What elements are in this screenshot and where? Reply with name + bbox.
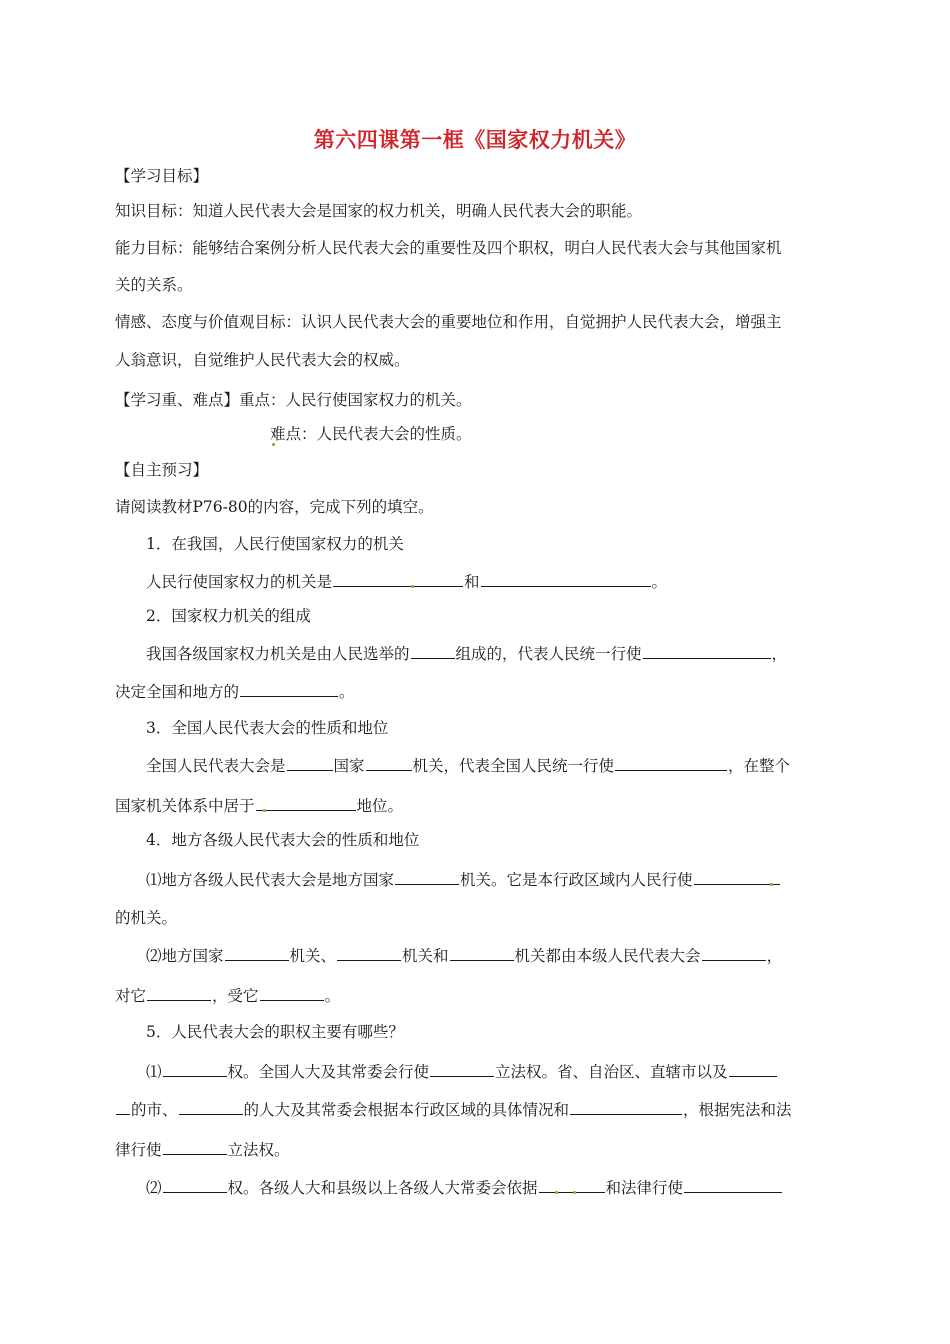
- preview-instruction: 请阅读教材P76-80的内容，完成下列的填空。: [115, 498, 434, 516]
- q4-1-text-b: 机关。它是本行政区域内人民行使: [460, 871, 693, 889]
- key-points-line: [115, 390, 472, 410]
- q3-text-e: 国家机关体系中居于: [115, 797, 255, 815]
- q2-text-c: ，: [771, 645, 788, 663]
- key-points-label: 【学习重、难点】: [115, 391, 240, 409]
- mark-dot: [770, 883, 773, 886]
- q4-2-text-h: 。: [324, 987, 341, 1005]
- q5-1-text-d: 的市、: [131, 1101, 178, 1119]
- blank[interactable]: [179, 1098, 243, 1115]
- q1-text-a: 人民行使国家权力的机关是: [146, 573, 333, 591]
- mark-dot: [555, 1191, 558, 1194]
- blank[interactable]: [450, 944, 514, 961]
- blank[interactable]: [225, 944, 289, 961]
- q5-1-line2: [115, 1098, 792, 1120]
- blank[interactable]: [147, 984, 211, 1001]
- q5-2-line1: [146, 1176, 783, 1198]
- q5-1-text-a: ⑴: [146, 1063, 162, 1081]
- q4-1-text-a: ⑴地方各级人民代表大会是地方国家: [146, 871, 395, 889]
- q1-title: 1．在我国，人民行使国家权力的机关: [146, 535, 404, 553]
- q5-2-text-c: 和法律行使: [605, 1179, 684, 1197]
- preview-heading: 【自主预习】: [115, 461, 209, 479]
- mark-dot: [272, 443, 275, 446]
- q5-1-text-e: 的人大及其常委会根据本行政区域的具体情况和: [243, 1101, 570, 1119]
- q3-title: 3．全国人民代表大会的性质和地位: [146, 719, 389, 737]
- blank[interactable]: [539, 1176, 605, 1193]
- q5-1-text-g: 律行使: [115, 1141, 162, 1159]
- q4-2-line2: [115, 984, 340, 1006]
- q4-2-text-e: ，: [766, 947, 783, 965]
- blank[interactable]: [481, 570, 651, 587]
- blank[interactable]: [570, 1098, 682, 1115]
- q4-2-text-b: 机关、: [289, 947, 337, 965]
- q3-text-a: 全国人民代表大会是: [146, 757, 286, 775]
- ability-goal-line2: 关的关系。: [115, 276, 193, 294]
- q5-1-line1: [146, 1060, 778, 1082]
- blank[interactable]: [256, 794, 356, 811]
- q3-text-d: ，在整个: [728, 757, 791, 775]
- blank[interactable]: [240, 680, 338, 697]
- blank[interactable]: [729, 1060, 777, 1077]
- q4-2-text-c: 机关和: [402, 947, 449, 965]
- q3-text-c: 机关，代表全国人民统一行使: [412, 757, 615, 775]
- q3-line2: [115, 794, 403, 816]
- q4-2-text-f: 对它: [115, 987, 147, 1005]
- blank[interactable]: [333, 570, 463, 587]
- q4-2-line1: [146, 944, 782, 966]
- difficult-point: 难点：人民代表大会的性质。: [270, 425, 472, 443]
- knowledge-goal: 知识目标：知道人民代表大会是国家的权力机关，明确人民代表大会的职能。: [115, 202, 643, 220]
- q4-title: 4．地方各级人民代表大会的性质和地位: [146, 831, 420, 849]
- q5-title: 5．人民代表大会的职权主要有哪些？: [146, 1023, 404, 1041]
- blank[interactable]: [643, 642, 771, 659]
- q5-1-text-b: 权。全国人大及其常委会行使: [227, 1063, 430, 1081]
- blank[interactable]: [163, 1060, 227, 1077]
- blank[interactable]: [615, 754, 727, 771]
- q5-2-text-a: ⑵: [146, 1179, 162, 1197]
- q1-text-b: 和: [464, 573, 480, 591]
- key-point: 重点：人民行使国家权力的机关。: [239, 391, 472, 409]
- q1-text-c: 。: [651, 573, 668, 591]
- blank[interactable]: [411, 642, 455, 659]
- q4-2-text-g: ，受它: [212, 987, 259, 1005]
- q5-1-text-c: 立法权。省、自治区、直辖市以及: [495, 1063, 728, 1081]
- q2-title: 2．国家权力机关的组成: [146, 607, 311, 625]
- blank[interactable]: [260, 984, 324, 1001]
- q4-1-line1: [146, 868, 781, 890]
- page-title: 第六四课第一框《国家权力机关》: [313, 128, 637, 152]
- q3-text-b: 国家: [333, 757, 365, 775]
- blank[interactable]: [163, 1138, 227, 1155]
- q4-1-line2: 的机关。: [115, 909, 178, 927]
- blank[interactable]: [116, 1098, 130, 1115]
- q2-text-b: 组成的，代表人民统一行使: [455, 645, 642, 663]
- blank[interactable]: [702, 944, 766, 961]
- q2-text-d: 决定全国和地方的: [115, 683, 240, 701]
- blank[interactable]: [430, 1060, 494, 1077]
- q2-line2: [115, 680, 355, 702]
- q4-2-text-a: ⑵地方国家: [146, 947, 224, 965]
- q5-1-text-f: ，根据宪法和法: [683, 1101, 792, 1119]
- q2-text-a: 我国各级国家权力机关是由人民选举的: [146, 645, 410, 663]
- blank[interactable]: [684, 1176, 782, 1193]
- goals-heading: 【学习目标】: [115, 167, 209, 185]
- q5-1-text-h: 立法权。: [227, 1141, 290, 1159]
- q2-line1: [146, 642, 787, 664]
- ability-goal-line1: 能力目标：能够结合案例分析人民代表大会的重要性及四个职权，明白人民代表大会与其他国家机: [115, 239, 782, 257]
- q3-text-f: 地位。: [356, 797, 404, 815]
- blank[interactable]: [366, 754, 412, 771]
- mark-dot: [263, 809, 266, 812]
- emotion-goal-line1: 情感、态度与价值观目标：认识人民代表大会的重要地位和作用，自觉拥护人民代表大会，增强主: [115, 313, 782, 331]
- q1-line: [146, 570, 667, 592]
- blank[interactable]: [395, 868, 459, 885]
- q3-line1: [146, 754, 790, 776]
- q4-2-text-d: 机关都由本级人民代表大会: [514, 947, 701, 965]
- mark-dot: [411, 585, 414, 588]
- q5-1-line3: [115, 1138, 290, 1160]
- blank[interactable]: [163, 1176, 227, 1193]
- blank[interactable]: [694, 868, 780, 885]
- mark-dot: [573, 1191, 576, 1194]
- blank[interactable]: [287, 754, 333, 771]
- emotion-goal-line2: 人翁意识，自觉维护人民代表大会的权威。: [115, 351, 410, 369]
- blank[interactable]: [337, 944, 401, 961]
- q5-2-text-b: 权。各级人大和县级以上各级人大常委会依据: [227, 1179, 538, 1197]
- q2-text-e: 。: [339, 683, 355, 701]
- difficult-point-line: [270, 424, 472, 444]
